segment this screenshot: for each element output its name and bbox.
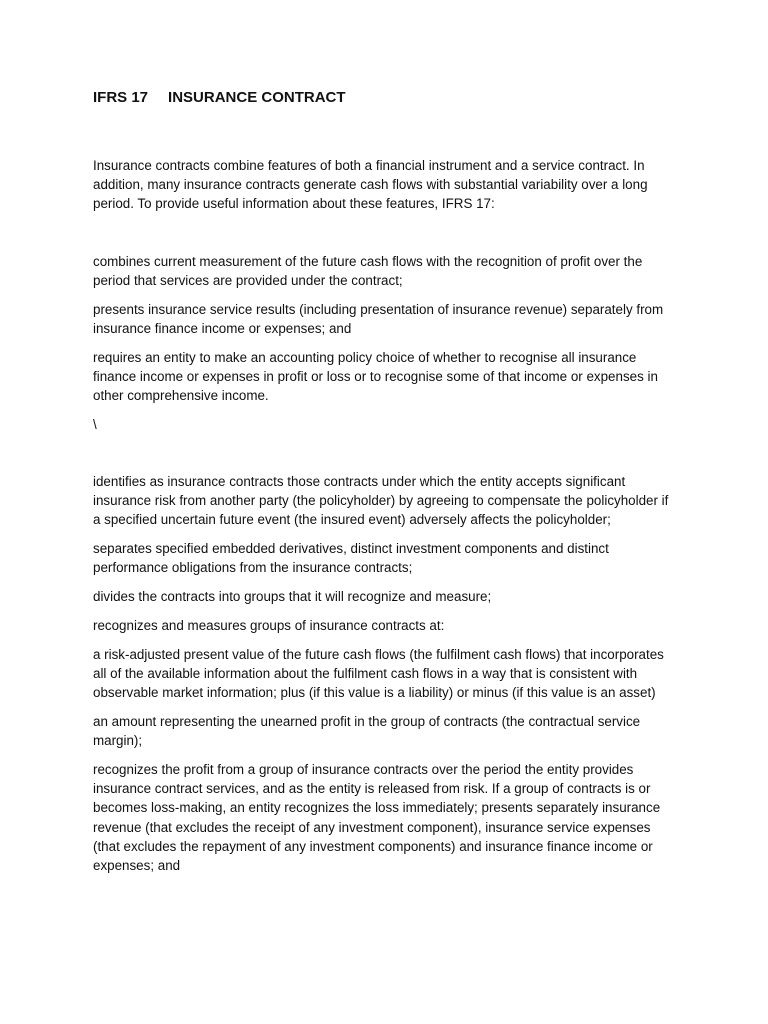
intro-paragraph: Insurance contracts combine features of both a financial instrument and a service contract. In addition, many insurance contracts generate cash flows with substantial variability over a long period. To provide useful information about these features, IFRS 17: [93,158,648,212]
group2-paragraph-2: separates specified embedded derivatives, distinct investment components and distinct performance obligations from the insurance contracts; [93,541,609,576]
title-text: INSURANCE CONTRACT [168,89,346,106]
group1-paragraph-2: presents insurance service results (including presentation of insurance revenue) separately from insurance finance income or expenses; and [93,301,664,336]
group1-paragraph-1: combines current measurement of the future cash flows with the recognition of profit over the period that services are provided under the contract; [93,253,643,288]
separator-backslash: \ [93,416,97,432]
group2-paragraph-1: identifies as insurance contracts those contracts under which the entity accepts significant insurance risk from another party (the policyholder) by agreeing to compensate the policyholder if a specified uncertain future event (the insured event) adversely affects the policyholder; [93,474,669,528]
group2-paragraph-6: an amount representing the unearned profit in the group of contracts (the contractual service margin); [93,714,641,749]
document-title [93,88,677,108]
document-body [93,88,677,885]
group2-paragraph-3: divides the contracts into groups that it will recognize and measure; [93,589,492,605]
group2-paragraph-4: recognizes and measures groups of insurance contracts at: [93,618,445,634]
group2-paragraph-5: a risk-adjusted present value of the future cash flows (the fulfilment cash flows) that incorporates all of the available information about the fulfilment cash flows in a way that is consistent with observable market information; plus (if this value is a liability) or minus (if this value is an asset) [93,646,664,701]
title-code: IFRS 17 [93,89,149,106]
group2-paragraph-7: recognizes the profit from a group of insurance contracts over the period the entity provides insurance contract services, and as the entity is released from risk. If a group of contracts is or becomes loss-making, an entity recognizes the loss immediately; presents separately insurance revenue (that excludes the receipt of any investment component), insurance service expenses (that excludes the repayment of any investment components) and insurance finance income or expenses; and [93,762,661,874]
group1-paragraph-3: requires an entity to make an accounting policy choice of whether to recognise all insurance finance income or expenses in profit or loss or to recognise some of that income or expenses in other comprehensive income. [93,349,658,404]
